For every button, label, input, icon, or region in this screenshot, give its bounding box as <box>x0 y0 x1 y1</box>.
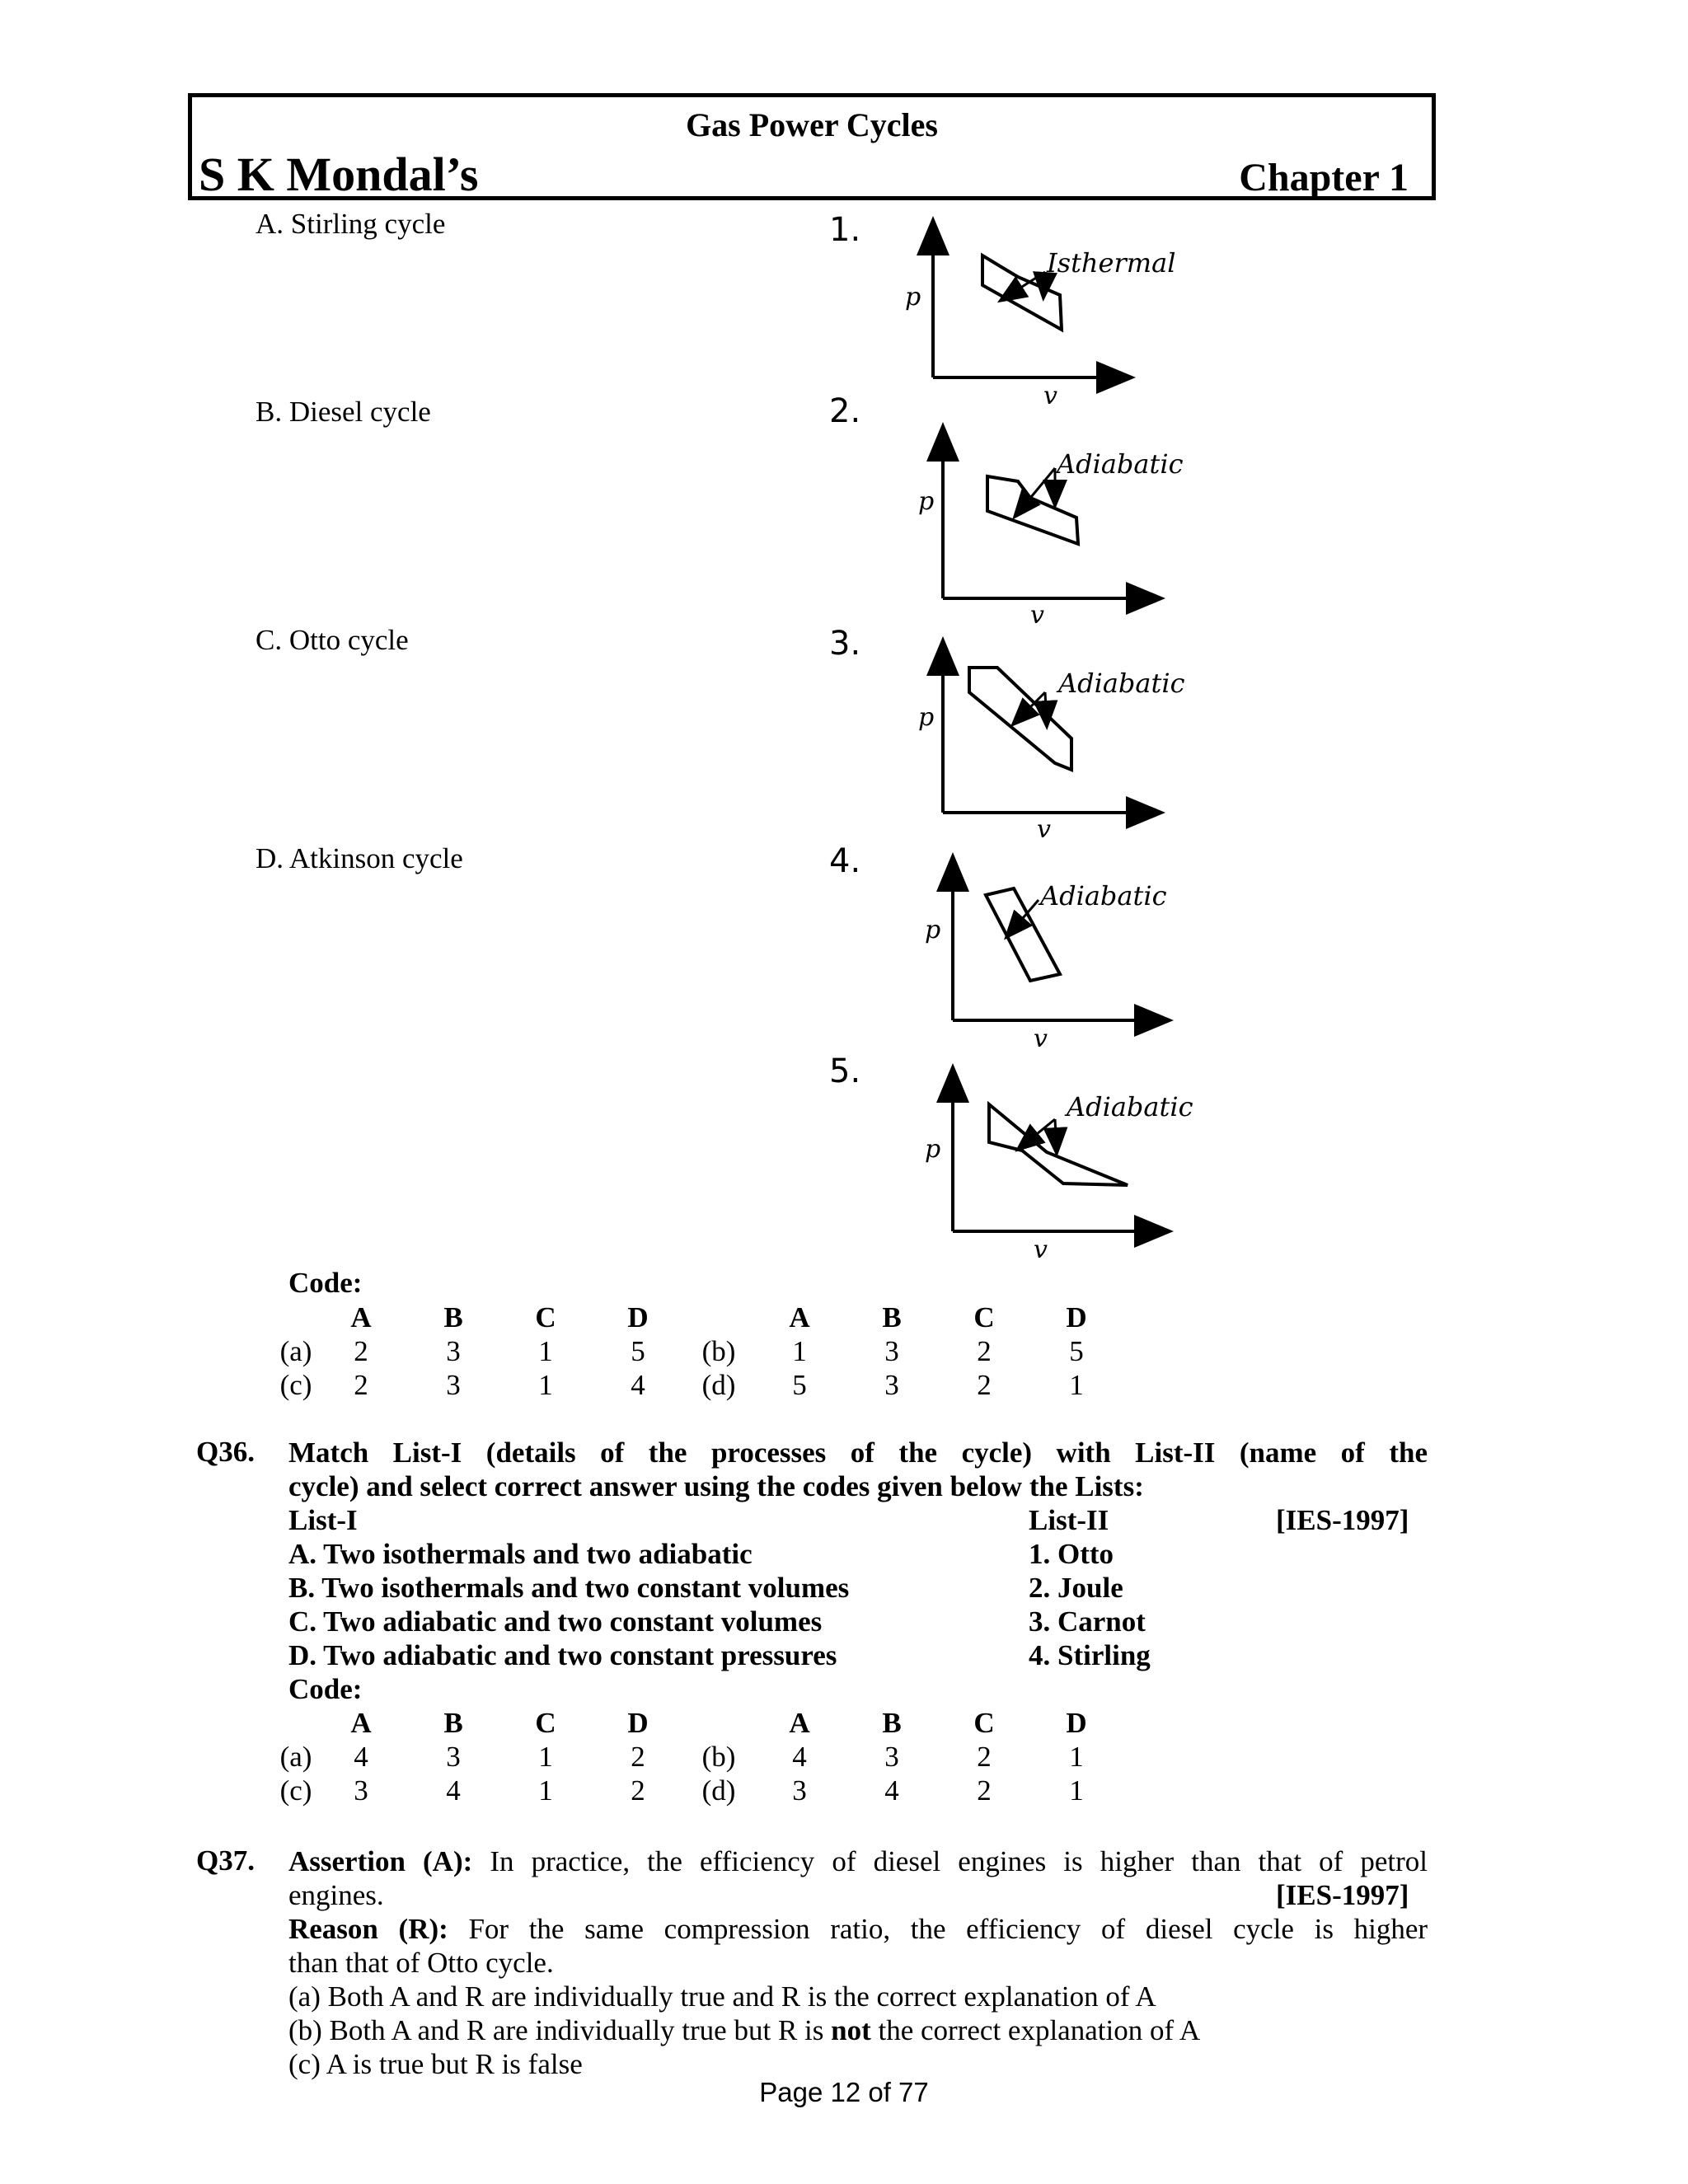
code-cell: 2 <box>977 1334 992 1367</box>
q37-reason-line1 <box>288 1912 1428 1946</box>
code-cell: 2 <box>631 1774 645 1807</box>
q36-code-label: Code: <box>288 1673 363 1705</box>
code-cell: 4 <box>446 1774 461 1807</box>
code-cell: 1 <box>1069 1368 1084 1401</box>
q36-number: Q36. <box>196 1436 255 1468</box>
code-cell: 2 <box>977 1774 992 1807</box>
code-cell: 1 <box>538 1334 553 1367</box>
code-cell: 4 <box>631 1368 645 1401</box>
pv-diagram-2 <box>898 419 1184 633</box>
p-axis-label: p <box>918 703 935 732</box>
option-b-text-start: (b) Both A and R are individually true but R is <box>288 2014 824 2046</box>
option-label: (b) <box>701 1740 736 1773</box>
q36-reference: [IES-1997] <box>1276 1504 1409 1536</box>
code-header: D <box>1066 1301 1087 1333</box>
option-label: (d) <box>701 1774 736 1807</box>
process-arrow <box>1055 1119 1057 1152</box>
p-axis-label: p <box>925 916 941 944</box>
code-cell: 1 <box>538 1774 553 1807</box>
q36-list1-item-b: B. Two isothermals and two constant volumes <box>288 1572 850 1604</box>
code-cell: 1 <box>538 1368 553 1401</box>
option-label: (a) <box>279 1334 312 1367</box>
cycle-shape <box>987 476 1078 544</box>
code-header: D <box>1066 1706 1087 1739</box>
option-label: (c) <box>279 1368 312 1401</box>
process-label: Adiabatic <box>1057 448 1184 480</box>
option-label: (c) <box>279 1774 312 1807</box>
option-b-text-end: the correct explanation of A <box>878 2014 1201 2046</box>
code-cell: 2 <box>631 1740 645 1773</box>
code-row <box>277 1740 1123 1774</box>
q36-list2-item-1: 1. Otto <box>1029 1538 1114 1570</box>
code-cell: 1 <box>1069 1740 1084 1773</box>
code-cell: 1 <box>792 1334 807 1367</box>
q35-list2-num-1: 1. <box>829 211 861 249</box>
code-cell: 2 <box>977 1740 992 1773</box>
q36-list2-item-3: 3. Carnot <box>1029 1605 1146 1638</box>
code-cell: 1 <box>1069 1774 1084 1807</box>
q37-assertion-line1 <box>288 1844 1428 1878</box>
code-header: B <box>882 1301 902 1333</box>
pv-diagram-5 <box>898 1060 1193 1266</box>
process-label: Adiabatic <box>1058 668 1185 699</box>
code-cell: 2 <box>354 1334 368 1367</box>
reason-text: For the same compression ratio, the efficiency of diesel cycle is higher <box>468 1913 1428 1945</box>
q36-code-table <box>277 1706 1123 1807</box>
q35-list1-item-b: B. Diesel cycle <box>256 396 431 428</box>
q37-option-b <box>288 2013 1200 2047</box>
code-header: A <box>789 1301 810 1333</box>
q36-list1-item-a: A. Two isothermals and two adiabatic <box>288 1538 753 1570</box>
code-row <box>277 1334 1123 1368</box>
v-axis-label: v <box>1043 382 1057 410</box>
code-cell: 4 <box>792 1740 807 1773</box>
q35-list1-item-d: D. Atkinson cycle <box>256 842 463 874</box>
code-cell: 3 <box>446 1368 461 1401</box>
q36-list2-item-2: 2. Joule <box>1029 1572 1123 1604</box>
code-header: B <box>443 1301 463 1333</box>
q35-list2-num-5: 5. <box>829 1052 861 1090</box>
code-cell: 4 <box>884 1774 899 1807</box>
code-header: C <box>973 1301 995 1333</box>
p-axis-label: p <box>918 487 935 516</box>
code-cell: 5 <box>1069 1334 1084 1367</box>
q35-code-table <box>277 1301 1123 1402</box>
p-axis-label: p <box>925 1135 941 1164</box>
code-cell: 2 <box>354 1368 368 1401</box>
code-cell: 3 <box>446 1334 461 1367</box>
process-label: Adiabatic <box>1040 880 1167 912</box>
code-header: D <box>627 1301 649 1333</box>
process-arrow <box>1043 272 1045 297</box>
v-axis-label: v <box>1034 1024 1048 1053</box>
code-cell: 1 <box>538 1740 553 1773</box>
chapter-header <box>188 93 1436 200</box>
v-axis-label: v <box>1037 815 1051 844</box>
p-axis-label: p <box>905 283 921 312</box>
option-label: (d) <box>701 1368 736 1401</box>
q35-list2-num-2: 2. <box>829 392 861 430</box>
code-cell: 3 <box>792 1774 807 1807</box>
code-cell: 3 <box>446 1740 461 1773</box>
v-axis-label: v <box>1034 1235 1048 1264</box>
code-header: A <box>350 1301 372 1333</box>
q35-code-label: Code: <box>288 1267 363 1299</box>
q37-option-c: (c) A is true but R is false <box>288 2048 583 2080</box>
v-axis-label: v <box>1030 601 1044 630</box>
q36-list1-item-d: D. Two adiabatic and two constant pressures <box>288 1639 837 1671</box>
header-author: S K Mondal’s <box>199 148 479 201</box>
code-cell: 5 <box>631 1334 645 1367</box>
code-header: C <box>973 1706 995 1739</box>
process-arrow <box>1015 468 1055 516</box>
pv-diagram-1 <box>890 213 1176 410</box>
q35-list1-item-c: C. Otto cycle <box>256 624 409 656</box>
code-header-row <box>277 1706 1123 1740</box>
q35-list2-num-3: 3. <box>829 625 861 663</box>
q37-number: Q37. <box>196 1844 255 1877</box>
code-header-row <box>277 1301 1123 1334</box>
code-header: B <box>443 1706 463 1739</box>
q35-list2-num-4: 4. <box>829 842 861 880</box>
code-header: D <box>627 1706 649 1739</box>
option-label: (a) <box>279 1740 312 1773</box>
q36-list2-title: List-II <box>1029 1504 1109 1536</box>
code-cell: 5 <box>792 1368 807 1401</box>
assertion-label: Assertion (A): <box>288 1845 473 1877</box>
code-cell: 3 <box>884 1368 899 1401</box>
pv-diagram-3 <box>898 633 1185 847</box>
q36-list1-item-c: C. Two adiabatic and two constant volumes <box>288 1605 823 1638</box>
code-cell: 4 <box>354 1740 368 1773</box>
header-subtitle: Gas Power Cycles <box>686 106 938 143</box>
reason-label: Reason (R): <box>288 1913 448 1945</box>
q37-assertion-line2: engines. <box>288 1879 384 1911</box>
code-header: A <box>789 1706 810 1739</box>
option-label: (b) <box>701 1334 736 1367</box>
code-header: A <box>350 1706 372 1739</box>
code-header: C <box>535 1301 556 1333</box>
q36-line2: cycle) and select correct answer using the codes given below the Lists: <box>288 1470 1144 1502</box>
assertion-text: In practice, the efficiency of diesel engines is higher than that of petrol <box>490 1845 1428 1877</box>
q36-list2-item-4: 4. Stirling <box>1029 1639 1151 1671</box>
option-b-emphasis: not <box>831 2014 871 2046</box>
code-header: C <box>535 1706 556 1739</box>
pv-diagram-4 <box>898 849 1170 1055</box>
q37-reason-line2: than that of Otto cycle. <box>288 1947 554 1979</box>
code-cell: 2 <box>977 1368 992 1401</box>
q37-reference: [IES-1997] <box>1276 1879 1409 1911</box>
code-cell: 3 <box>884 1740 899 1773</box>
code-row <box>277 1368 1123 1402</box>
code-cell: 3 <box>354 1774 368 1807</box>
process-arrow <box>1045 692 1047 725</box>
q37-option-a: (a) Both A and R are individually true and R is the correct explanation of A <box>288 1980 1156 2013</box>
process-label: Isthermal <box>1047 247 1176 279</box>
page-number: Page 12 of 77 <box>759 2077 929 2107</box>
process-label: Adiabatic <box>1067 1091 1193 1122</box>
code-row <box>277 1774 1123 1807</box>
code-header: B <box>882 1706 902 1739</box>
q35-list1-item-a: A. Stirling cycle <box>256 208 446 240</box>
header-chapter: Chapter 1 <box>1239 156 1409 199</box>
q36-list1-title: List-I <box>288 1504 358 1536</box>
q36-line1: Match List-I (details of the processes of the cycle) with List-II (name of the <box>288 1436 1428 1469</box>
code-cell: 3 <box>884 1334 899 1367</box>
